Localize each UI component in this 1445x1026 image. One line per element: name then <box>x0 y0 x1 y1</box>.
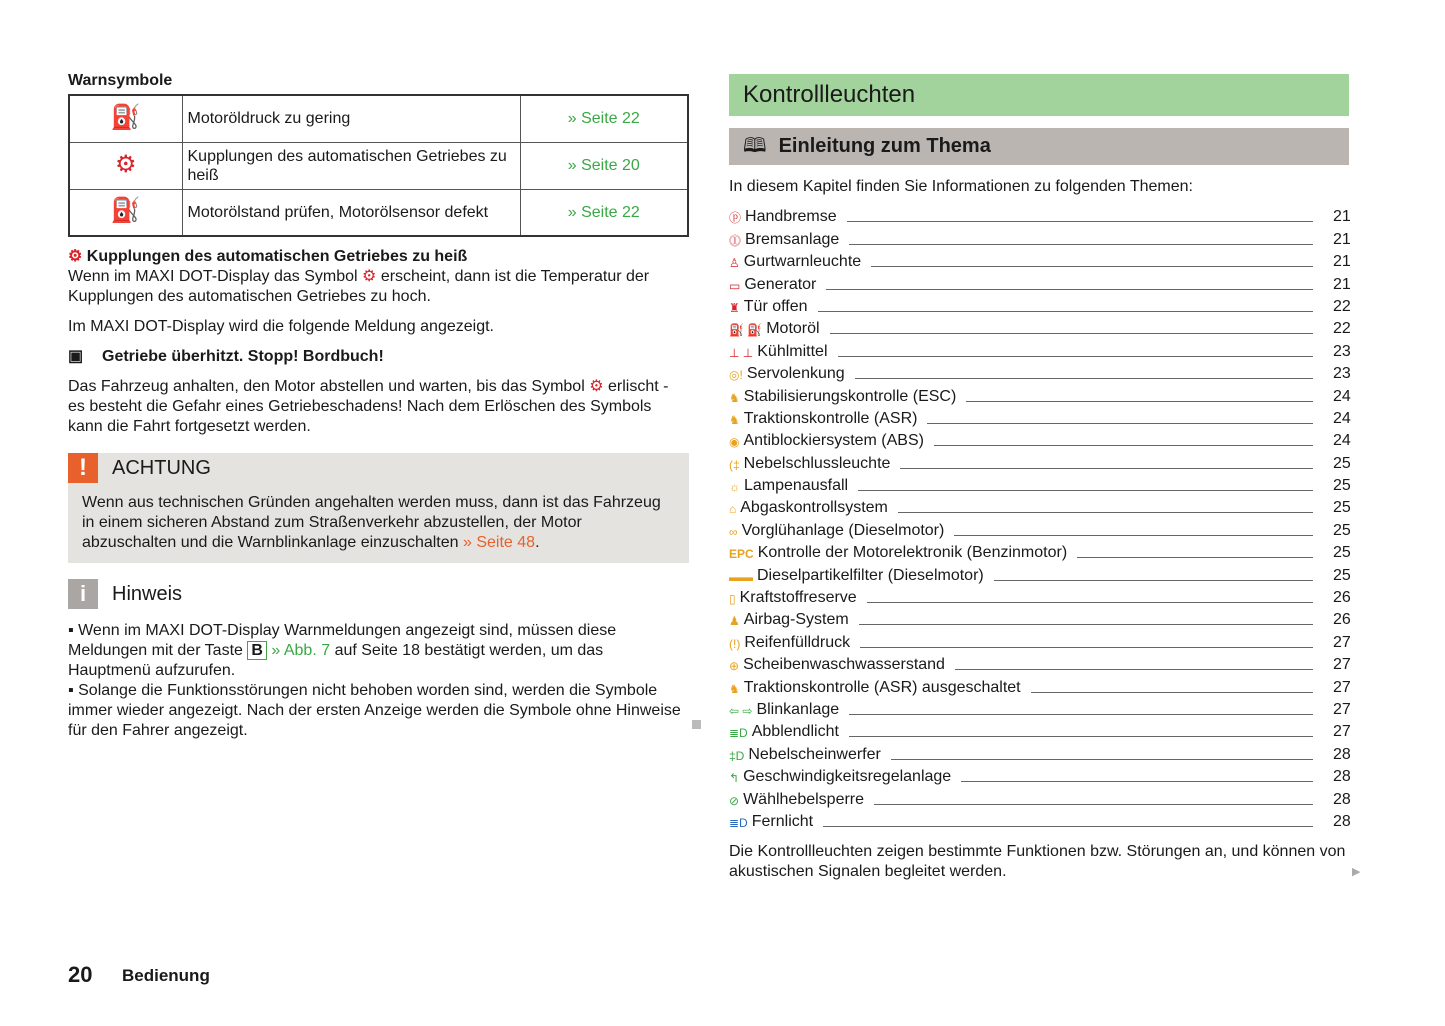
toc-page: 28 <box>1333 790 1351 808</box>
toc-page: 28 <box>1333 768 1351 786</box>
toc-page: 25 <box>1333 454 1351 472</box>
toc-page: 25 <box>1333 544 1351 562</box>
asr-off-icon: ♞ <box>729 681 740 696</box>
symbol-description: Motoröldruck zu gering <box>182 95 520 142</box>
exclamation-icon: ! <box>68 453 98 483</box>
toc-label: Nebelscheinwerfer <box>748 745 881 763</box>
oil-icon: ⛽ ⛽ <box>729 323 763 338</box>
leader-line <box>954 535 1313 536</box>
leader-line <box>934 445 1313 446</box>
leader-line <box>818 311 1313 312</box>
toc-page: 22 <box>1333 297 1351 315</box>
seatbelt-icon: ♙ <box>729 256 740 271</box>
toc-page: 23 <box>1333 365 1351 383</box>
gearbox-temperature-icon: ⚙ <box>589 378 604 395</box>
warning-symbols-title: Warnsymbole <box>68 72 173 89</box>
table-row <box>69 142 688 189</box>
toc-item[interactable] <box>729 407 1349 429</box>
leader-line <box>823 826 1313 827</box>
power-steering-icon: ◎! <box>729 368 743 383</box>
display-icon: ▣ <box>68 348 84 365</box>
toc-label: Traktionskontrolle (ASR) ausgeschaltet <box>743 678 1021 696</box>
toc-label: Kontrolle der Motorelektronik (Benzinmotor) <box>757 544 1068 562</box>
toc-label: Gurtwarnleuchte <box>743 253 862 271</box>
leader-line <box>874 804 1313 805</box>
toc-item[interactable] <box>729 630 1349 652</box>
leader-line <box>849 736 1313 737</box>
warning-title: ACHTUNG <box>112 456 211 479</box>
toc-page: 28 <box>1333 745 1351 763</box>
toc-label: Scheibenwaschwasserstand <box>743 656 945 674</box>
toc-label: Abgaskontrollsystem <box>740 499 888 517</box>
selector-lock-icon: ⊘ <box>729 793 740 808</box>
chapter-title: Kontrollleuchten <box>729 74 1349 116</box>
brake-system-icon: ⓵ <box>729 233 742 248</box>
leader-line <box>955 669 1313 670</box>
toc-page: 21 <box>1333 275 1351 293</box>
oil-pressure-icon: ⛽ <box>110 103 141 131</box>
oil-level-icon: ⛽ <box>110 197 141 225</box>
toc-page: 27 <box>1333 633 1351 651</box>
toc-label: Tür offen <box>743 297 808 315</box>
outro-text: Die Kontrollleuchten zeigen bestimmte Funktionen bzw. Störungen an, und können von akustischen Signalen begleitet werden. <box>729 842 1346 880</box>
toc-page: 25 <box>1333 499 1351 517</box>
toc-page: 27 <box>1333 723 1351 741</box>
text: erscheint, dann ist die Temperatur der Kupplungen des automatischen Getriebes zu hoch. <box>68 268 650 305</box>
bulb-failure-icon: ☼ <box>729 480 740 495</box>
epc-icon: EPC <box>729 547 754 562</box>
right-column <box>729 74 1349 882</box>
toc-item[interactable] <box>729 362 1349 384</box>
leader-line <box>826 289 1313 290</box>
text: Das Fahrzeug anhalten, den Motor abstellen und warten, bis das Symbol <box>68 378 585 395</box>
gearbox-temperature-icon: ⚙ <box>114 150 137 178</box>
leader-line <box>900 468 1313 469</box>
toc-label: Lampenausfall <box>744 477 849 495</box>
toc-item[interactable] <box>729 227 1349 249</box>
leader-line <box>1031 692 1313 693</box>
toc-item[interactable] <box>729 675 1349 697</box>
leader-line <box>867 602 1313 603</box>
toc-page: 28 <box>1333 812 1351 830</box>
leader-line <box>849 714 1313 715</box>
toc-page: 24 <box>1333 387 1351 405</box>
continue-arrow-icon: ▶ <box>1352 866 1361 878</box>
key-b: B <box>247 641 267 660</box>
note-text <box>68 621 689 741</box>
toc-label: Generator <box>744 275 817 293</box>
toc-label: Nebelschlussleuchte <box>743 454 891 472</box>
glow-plug-icon: ∞ <box>729 524 738 539</box>
toc-item[interactable] <box>729 541 1349 563</box>
book-icon: 🕮 <box>743 135 767 157</box>
leader-line <box>994 580 1313 581</box>
toc-page: 21 <box>1333 230 1351 248</box>
toc-item[interactable] <box>729 563 1349 585</box>
toc-page: 23 <box>1333 342 1351 360</box>
leader-line <box>966 401 1313 402</box>
toc-item[interactable] <box>729 608 1349 630</box>
paragraph-1 <box>68 267 689 307</box>
paragraph-3 <box>68 377 689 437</box>
warning-text <box>68 483 689 553</box>
table-of-contents <box>729 205 1349 832</box>
message-text: Getriebe überhitzt. Stopp! Bordbuch! <box>102 348 384 365</box>
toc-label: Geschwindigkeitsregelanlage <box>743 768 952 786</box>
toc-label: Airbag-System <box>743 611 849 629</box>
symbol-description: Kupplungen des automatischen Getriebes zu heiß <box>182 142 520 189</box>
info-icon: i <box>68 579 98 609</box>
gearbox-temperature-icon: ⚙ <box>362 268 377 285</box>
toc-page: 21 <box>1333 253 1351 271</box>
toc-item[interactable] <box>729 810 1349 832</box>
toc-label: Handbremse <box>745 208 837 226</box>
leader-line <box>860 647 1313 648</box>
toc-page: 22 <box>1333 320 1351 338</box>
toc-page: 27 <box>1333 678 1351 696</box>
toc-item[interactable] <box>729 272 1349 294</box>
text: auf Seite 18 bestätigt werden, um das Hauptmenü aufzurufen. <box>68 642 604 679</box>
leader-line <box>898 512 1313 513</box>
leader-line <box>830 333 1313 334</box>
toc-label: Kraftstoffreserve <box>739 589 857 607</box>
toc-label: Blinkanlage <box>756 700 840 718</box>
left-column <box>68 72 689 741</box>
toc-page: 25 <box>1333 477 1351 495</box>
toc-item[interactable] <box>729 586 1349 608</box>
toc-item[interactable] <box>729 765 1349 787</box>
toc-item[interactable] <box>729 429 1349 451</box>
toc-item[interactable] <box>729 250 1349 272</box>
toc-item[interactable] <box>729 742 1349 764</box>
text: erlischt - es besteht die Gefahr eines Getriebeschadens! Nach dem Erlöschen des Symbols kann die Fahrt fortgesetzt werden. <box>68 378 669 435</box>
toc-item[interactable] <box>729 384 1349 406</box>
battery-icon: ▭ <box>729 278 741 293</box>
section-title-text: Einleitung zum Thema <box>778 135 991 157</box>
toc-page: 27 <box>1333 700 1351 718</box>
high-beam-icon: ≣D <box>729 815 748 830</box>
text: Wenn aus technischen Gründen angehalten werden muss, dann ist das Fahrzeug in einem sicheren Abstand zum Straßenverkehr abzustellen, der Motor abzuschalten und die Warnblinkanlage einzuschalten <box>82 494 661 551</box>
toc-item[interactable] <box>729 339 1349 361</box>
fuel-icon: ▯ <box>729 592 736 607</box>
toc-label: Traktionskontrolle (ASR) <box>743 409 918 427</box>
toc-label: Vorglühanlage (Dieselmotor) <box>741 521 945 539</box>
toc-page: 25 <box>1333 521 1351 539</box>
airbag-icon: ♟ <box>729 614 740 629</box>
intro-text: In diesem Kapitel finden Sie Informationen zu folgenden Themen: <box>729 178 1193 195</box>
toc-label: Reifenfülldruck <box>744 633 851 651</box>
toc-item[interactable] <box>729 474 1349 496</box>
text: ▪ Solange die Funktionsstörungen nicht behoben worden sind, werden die Symbole immer wieder angezeigt. Nach der ersten Anzeige werden die Symbole ohne Hinweise für den Fahrer angezeigt. <box>68 682 681 739</box>
toc-item[interactable] <box>729 698 1349 720</box>
leader-line <box>858 490 1313 491</box>
section-heading <box>68 247 689 267</box>
leader-line <box>859 624 1313 625</box>
door-open-icon: ♜ <box>729 300 740 315</box>
toc-item[interactable] <box>729 317 1349 339</box>
leader-line <box>891 759 1313 760</box>
footer-section: Bedienung <box>122 966 210 985</box>
leader-line <box>871 266 1313 267</box>
toc-label: Motoröl <box>766 320 820 338</box>
table-row <box>69 95 688 142</box>
rear-fog-icon: (‡ <box>729 457 740 472</box>
toc-item[interactable] <box>729 496 1349 518</box>
toc-page: 24 <box>1333 409 1351 427</box>
coolant-icon: ⊥ ⊥ <box>729 345 754 360</box>
turn-signal-icon: ⇦ ⇨ <box>729 703 753 718</box>
toc-label: Dieselpartikelfilter (Dieselmotor) <box>757 566 984 584</box>
toc-label: Servolenkung <box>746 365 845 383</box>
toc-page: 26 <box>1333 589 1351 607</box>
leader-line <box>847 221 1313 222</box>
toc-label: Fernlicht <box>751 812 814 830</box>
warning-symbols-table <box>68 94 689 237</box>
gearbox-temperature-icon: ⚙ <box>68 248 83 265</box>
asr-icon: ♞ <box>729 412 740 427</box>
toc-label: Abblendlicht <box>751 723 839 741</box>
text: . <box>535 534 540 551</box>
leader-line <box>927 423 1313 424</box>
page-link[interactable]: » Seite 20 <box>520 142 688 189</box>
toc-label: Bremsanlage <box>745 230 840 248</box>
toc-item[interactable] <box>729 720 1349 742</box>
leader-line <box>849 244 1313 245</box>
toc-label: Kühlmittel <box>757 342 828 360</box>
toc-label: Antiblockiersystem (ABS) <box>743 432 924 450</box>
emission-icon: ⌂ <box>729 502 737 517</box>
fog-light-icon: ‡D <box>729 748 745 763</box>
display-message <box>68 347 689 367</box>
note-title: Hinweis <box>112 582 183 605</box>
toc-page: 25 <box>1333 566 1351 584</box>
toc-item[interactable] <box>729 295 1349 317</box>
toc-item[interactable] <box>729 518 1349 540</box>
toc-item[interactable] <box>729 787 1349 809</box>
symbol-description: Motorölstand prüfen, Motorölsensor defekt <box>182 189 520 236</box>
text: ▪ Wenn im MAXI DOT-Display Warnmeldungen angezeigt sind, müssen diese Meldungen mit der Taste <box>68 622 617 659</box>
toc-item[interactable] <box>729 653 1349 675</box>
toc-label: Stabilisierungskontrolle (ESC) <box>743 387 957 405</box>
page-link[interactable]: » Seite 22 <box>520 95 688 142</box>
washer-fluid-icon: ⊕ <box>729 659 740 674</box>
toc-page: 26 <box>1333 611 1351 629</box>
leader-line <box>838 356 1314 357</box>
text: Wenn im MAXI DOT-Display das Symbol <box>68 268 358 285</box>
page-link[interactable]: » Seite 22 <box>520 189 688 236</box>
dpf-icon: ▬▬ <box>729 569 753 584</box>
leader-line <box>855 378 1313 379</box>
low-beam-icon: ≣D <box>729 726 748 741</box>
abs-icon: ◉ <box>729 435 740 450</box>
page-link[interactable]: » Seite 48 <box>463 534 536 551</box>
handbrake-icon: ⓟ <box>729 211 742 226</box>
warning-box <box>68 453 689 563</box>
section-title <box>729 128 1349 165</box>
toc-item[interactable] <box>729 451 1349 473</box>
cruise-control-icon: ↰ <box>729 771 740 786</box>
page-number: 20 <box>68 962 93 987</box>
toc-item[interactable] <box>729 205 1349 227</box>
esc-icon: ♞ <box>729 390 740 405</box>
leader-line <box>961 781 1313 782</box>
paragraph-2: Im MAXI DOT-Display wird die folgende Meldung angezeigt. <box>68 318 494 335</box>
toc-label: Wählhebelsperre <box>743 790 865 808</box>
toc-page: 27 <box>1333 656 1351 674</box>
end-marker <box>692 720 701 729</box>
figure-link[interactable]: » Abb. 7 <box>271 642 331 659</box>
table-row <box>69 189 688 236</box>
leader-line <box>1077 557 1313 558</box>
section-heading-text: Kupplungen des automatischen Getriebes zu heiß <box>86 248 468 265</box>
tyre-pressure-icon: (!) <box>729 636 741 651</box>
toc-page: 24 <box>1333 432 1351 450</box>
toc-page: 21 <box>1333 208 1351 226</box>
